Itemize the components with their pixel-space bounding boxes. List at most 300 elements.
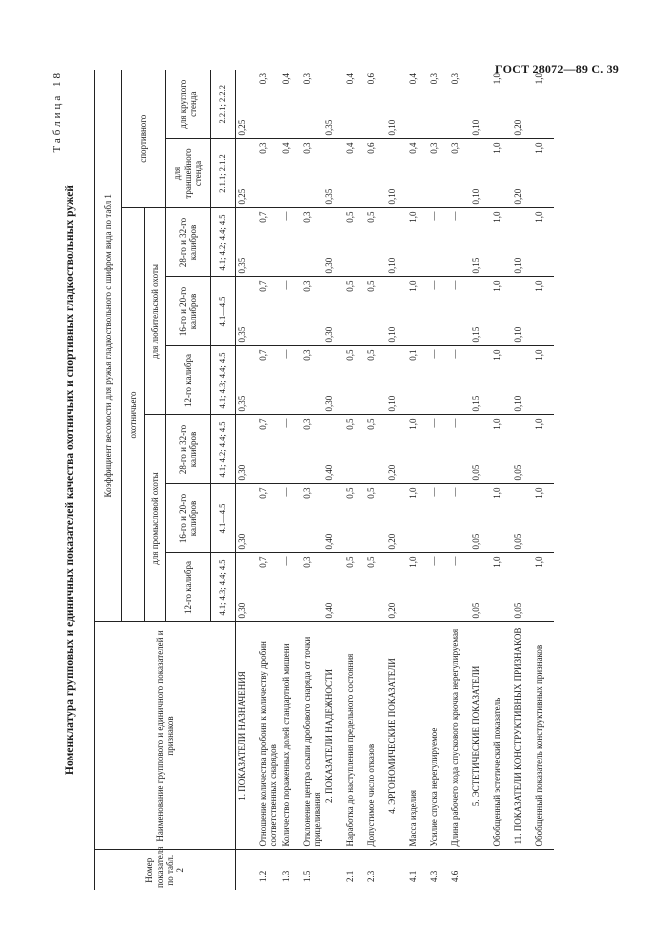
header-col-3-label: 28-го и 32-го калибров (166, 415, 211, 484)
item-coefficient: 1,0 (492, 487, 503, 499)
group-coefficient: 0,30 (324, 395, 335, 412)
value-cell (280, 415, 301, 484)
group-coefficient: 0,25 (237, 119, 247, 136)
value-cell (280, 346, 301, 415)
group-coefficient: 0,05 (471, 464, 482, 481)
value-cell (257, 277, 280, 346)
value-cell (512, 208, 533, 277)
item-coefficient: 1,0 (492, 349, 503, 361)
item-coefficient: 0,3 (301, 349, 312, 361)
header-col-4-label: 12-го калибра (166, 346, 211, 415)
table-row (428, 70, 449, 890)
value-cell (257, 70, 280, 139)
header-col-7-codes: 2.1.1; 2.1.2 (211, 139, 236, 208)
item-coefficient: 0,1 (408, 349, 419, 361)
value-cell (491, 484, 512, 553)
row-number (491, 850, 512, 890)
value-cell (512, 346, 533, 415)
value-cell (323, 553, 344, 622)
value-cell (301, 553, 324, 622)
table-title: Номенклатура групповых и единичных показателей качества охотничьих и спортивных гладкоствольных ружей (64, 185, 76, 775)
header-col-5-codes: 4.1—4.5 (211, 277, 236, 346)
value-cell (533, 208, 554, 277)
value-cell (236, 139, 258, 208)
item-coefficient: — (450, 556, 461, 566)
item-coefficient: 1,0 (408, 280, 419, 292)
value-cell (428, 484, 449, 553)
item-coefficient: — (429, 556, 440, 566)
item-coefficient: 0,3 (301, 418, 312, 430)
item-coefficient: — (280, 487, 291, 497)
value-cell (533, 139, 554, 208)
value-cell (449, 553, 470, 622)
value-cell (491, 139, 512, 208)
item-coefficient: 1,0 (534, 418, 545, 430)
value-cell (512, 415, 533, 484)
group-coefficient: 0,40 (324, 464, 335, 481)
item-coefficient: 1,0 (492, 211, 503, 223)
item-coefficient: 0,7 (258, 556, 268, 568)
rotated-table-block (50, 70, 600, 890)
group-coefficient: 0,20 (513, 188, 524, 205)
value-cell (257, 139, 280, 208)
item-coefficient: 1,0 (492, 280, 503, 292)
value-cell (301, 208, 324, 277)
value-cell (470, 553, 491, 622)
value-cell (449, 70, 470, 139)
table-row (533, 70, 554, 890)
value-cell (470, 70, 491, 139)
value-cell (280, 139, 301, 208)
group-coefficient: 0,10 (387, 257, 398, 274)
item-coefficient: — (429, 280, 440, 290)
item-coefficient: 0,4 (345, 73, 356, 85)
value-cell (236, 553, 258, 622)
value-cell (301, 484, 324, 553)
item-coefficient: 0,6 (366, 73, 377, 85)
item-coefficient: 0,3 (258, 142, 268, 154)
header-col-4-codes: 4.1; 4.3; 4.4; 4.5 (211, 346, 236, 415)
row-number: 1.2 (258, 870, 268, 882)
item-coefficient: 0,5 (345, 487, 356, 499)
group-coefficient: 0,05 (513, 533, 524, 550)
value-cell (344, 139, 365, 208)
value-cell (470, 346, 491, 415)
table-row (323, 70, 344, 890)
item-coefficient: 0,4 (280, 73, 291, 85)
row-number (236, 850, 258, 890)
item-coefficient: — (450, 349, 461, 359)
header-col-1-codes: 4.1; 4.3; 4.4; 4.5 (211, 553, 236, 622)
table-row (386, 70, 407, 890)
item-coefficient: 0,3 (429, 142, 440, 154)
value-cell (365, 415, 386, 484)
group-coefficient: 0,25 (237, 188, 247, 205)
value-cell (533, 346, 554, 415)
value-cell (512, 70, 533, 139)
value-cell (301, 277, 324, 346)
item-coefficient: 0,4 (408, 142, 419, 154)
item-coefficient: 0,5 (345, 349, 356, 361)
item-coefficient: — (450, 418, 461, 428)
value-cell (533, 484, 554, 553)
table-caption: Таблица 18 (51, 70, 63, 153)
item-coefficient: — (280, 211, 291, 221)
item-coefficient: 1,0 (408, 211, 419, 223)
item-coefficient: 1,0 (534, 349, 545, 361)
value-cell (470, 208, 491, 277)
header-col-5-label: 16-го и 20-го калибров (166, 277, 211, 346)
value-cell (407, 553, 428, 622)
value-cell (407, 139, 428, 208)
table-row (344, 70, 365, 890)
value-cell (491, 277, 512, 346)
value-cell (449, 346, 470, 415)
value-cell (428, 553, 449, 622)
value-cell (449, 415, 470, 484)
group-coefficient: 0,30 (237, 533, 247, 550)
table-row (512, 70, 533, 890)
group-coefficient: 0,35 (237, 326, 247, 343)
value-cell (491, 346, 512, 415)
group-coefficient: 0,05 (471, 533, 482, 550)
item-coefficient: 1,0 (534, 487, 545, 499)
value-cell (301, 415, 324, 484)
item-coefficient: 0,5 (366, 487, 377, 499)
value-cell (533, 277, 554, 346)
group-coefficient: 0,05 (513, 464, 524, 481)
group-coefficient: 0,10 (513, 257, 524, 274)
value-cell (470, 484, 491, 553)
value-cell (533, 553, 554, 622)
value-cell (470, 415, 491, 484)
value-cell (344, 346, 365, 415)
value-cell (386, 415, 407, 484)
table-row (236, 70, 258, 890)
header-amateur-hunting: для любительской охоты (145, 208, 166, 415)
value-cell (344, 70, 365, 139)
table-body (236, 70, 555, 890)
coefficient-table (94, 70, 554, 890)
value-cell (323, 208, 344, 277)
table-row (257, 70, 280, 890)
table-wrapper (94, 70, 554, 890)
item-coefficient: — (280, 349, 291, 359)
indicator-name: Отношение количества пробоин к количеству дробин соответственных снарядов (257, 622, 280, 850)
item-coefficient: 0,4 (280, 142, 291, 154)
value-cell (236, 70, 258, 139)
value-cell (280, 484, 301, 553)
row-number (512, 850, 533, 890)
value-cell (301, 70, 324, 139)
value-cell (407, 70, 428, 139)
value-cell (236, 484, 258, 553)
value-cell (236, 208, 258, 277)
group-coefficient: 0,15 (471, 257, 482, 274)
item-coefficient: 0,3 (301, 73, 312, 85)
value-cell (449, 208, 470, 277)
value-cell (512, 139, 533, 208)
table-row (449, 70, 470, 890)
value-cell (512, 484, 533, 553)
group-coefficient: 0,35 (237, 257, 247, 274)
item-coefficient: 0,3 (450, 73, 461, 85)
value-cell (386, 70, 407, 139)
value-cell (344, 208, 365, 277)
value-cell (407, 484, 428, 553)
header-col-1-label: 12-го калибра (166, 553, 211, 622)
item-coefficient: 0,3 (258, 73, 268, 85)
value-cell (428, 139, 449, 208)
header-col-6-codes: 4.1; 4.2; 4.4; 4.5 (211, 208, 236, 277)
indicator-name: Усилие спуска нерегулируемое (428, 622, 449, 850)
value-cell (449, 277, 470, 346)
value-cell (280, 553, 301, 622)
value-cell (470, 139, 491, 208)
item-coefficient: 1,0 (408, 487, 419, 499)
value-cell (365, 277, 386, 346)
item-coefficient: 0,3 (301, 556, 312, 568)
value-cell (491, 70, 512, 139)
group-coefficient: 0,05 (513, 602, 524, 619)
value-cell (491, 553, 512, 622)
value-cell (344, 484, 365, 553)
row-number: 1.5 (301, 870, 312, 882)
indicator-name: Обобщенный эстетический показатель (491, 622, 512, 850)
value-cell (407, 277, 428, 346)
item-coefficient: 0,5 (366, 280, 377, 292)
value-cell (257, 208, 280, 277)
item-coefficient: 0,5 (366, 418, 377, 430)
group-coefficient: 0,20 (513, 119, 524, 136)
value-cell (386, 553, 407, 622)
item-coefficient: 1,0 (492, 73, 503, 85)
value-cell (428, 277, 449, 346)
item-coefficient: 0,3 (301, 487, 312, 499)
group-coefficient: 0,30 (324, 326, 335, 343)
value-cell (512, 277, 533, 346)
value-cell (428, 70, 449, 139)
header-col-7-label: для траншейного стенда (166, 139, 211, 208)
header-hunting: охотничьего (122, 208, 145, 622)
header-coefficient: Коэффициент весомости для ружья гладкоствольного с шифром вида по табл 1 (95, 70, 122, 622)
value-cell (386, 484, 407, 553)
value-cell (449, 139, 470, 208)
value-cell (470, 277, 491, 346)
item-coefficient: 0,5 (345, 280, 356, 292)
row-number: 4.6 (450, 870, 461, 882)
group-coefficient: 0,20 (387, 464, 398, 481)
section-title: 4. ЭРГОНОМИЧЕСКИЕ ПОКАЗАТЕЛИ (386, 622, 407, 850)
item-coefficient: — (429, 418, 440, 428)
group-coefficient: 0,20 (387, 602, 398, 619)
group-coefficient: 0,10 (387, 326, 398, 343)
value-cell (257, 346, 280, 415)
header-col-3-codes: 4.1; 4.2; 4.4; 4.5 (211, 415, 236, 484)
item-coefficient: 0,5 (345, 556, 356, 568)
group-coefficient: 0,40 (324, 602, 335, 619)
indicator-name: Масса изделия (407, 622, 428, 850)
item-coefficient: — (450, 280, 461, 290)
row-number (386, 850, 407, 890)
section-title: 1. ПОКАЗАТЕЛИ НАЗНАЧЕНИЯ (236, 622, 258, 850)
item-coefficient: 0,5 (345, 211, 356, 223)
row-number (470, 850, 491, 890)
indicator-name: Наработка до наступления предельного состояния (344, 622, 365, 850)
value-cell (323, 346, 344, 415)
item-coefficient: 0,6 (366, 142, 377, 154)
group-coefficient: 0,20 (387, 533, 398, 550)
item-coefficient: 0,3 (301, 142, 312, 154)
header-col-8-codes: 2.2.1; 2.2.2 (211, 70, 236, 139)
group-coefficient: 0,10 (471, 119, 482, 136)
value-cell (407, 346, 428, 415)
row-number: 4.3 (429, 870, 440, 882)
row-number (533, 850, 554, 890)
group-coefficient: 0,15 (471, 326, 482, 343)
item-coefficient: 0,7 (258, 280, 268, 292)
item-coefficient: 1,0 (492, 556, 503, 568)
value-cell (344, 415, 365, 484)
group-coefficient: 0,10 (513, 395, 524, 412)
item-coefficient: — (280, 556, 291, 566)
value-cell (428, 208, 449, 277)
group-coefficient: 0,30 (237, 602, 247, 619)
item-coefficient: 0,3 (429, 73, 440, 85)
item-coefficient: 0,7 (258, 211, 268, 223)
table-row (470, 70, 491, 890)
value-cell (301, 346, 324, 415)
value-cell (323, 415, 344, 484)
group-coefficient: 0,35 (324, 188, 335, 205)
group-coefficient: 0,10 (387, 395, 398, 412)
row-number (323, 850, 344, 890)
group-coefficient: 0,10 (471, 188, 482, 205)
item-coefficient: 1,0 (534, 556, 545, 568)
item-coefficient: 1,0 (492, 142, 503, 154)
item-coefficient: 1,0 (408, 556, 419, 568)
group-coefficient: 0,30 (237, 464, 247, 481)
group-coefficient: 0,35 (324, 119, 335, 136)
item-coefficient: 0,7 (258, 418, 268, 430)
header-name: Наименование группового и единичного показателей и признаков (95, 622, 236, 850)
value-cell (365, 346, 386, 415)
value-cell (491, 208, 512, 277)
indicator-name: Обобщенный показатель конструктивных признаков (533, 622, 554, 850)
item-coefficient: 0,3 (301, 280, 312, 292)
value-cell (407, 415, 428, 484)
header-commercial-hunting: для промысловой охоты (145, 415, 166, 622)
group-coefficient: 0,10 (387, 119, 398, 136)
item-coefficient: — (450, 487, 461, 497)
item-coefficient: 1,0 (534, 73, 545, 85)
indicator-name: Допустимое число отказов (365, 622, 386, 850)
group-coefficient: 0,10 (387, 188, 398, 205)
header-col-2-label: 16-го и 20-го калибров (166, 484, 211, 553)
value-cell (386, 208, 407, 277)
value-cell (280, 208, 301, 277)
item-coefficient: 0,5 (366, 211, 377, 223)
row-number: 4.1 (408, 870, 419, 882)
value-cell (365, 70, 386, 139)
value-cell (512, 553, 533, 622)
value-cell (428, 415, 449, 484)
value-cell (236, 346, 258, 415)
item-coefficient: — (450, 211, 461, 221)
item-coefficient: — (280, 280, 291, 290)
header-number: Номер показателя по табл. 2 (95, 850, 236, 890)
group-coefficient: 0,35 (237, 395, 247, 412)
header-col-8-label: для круглого стенда (166, 70, 211, 139)
indicator-name: Длина рабочего хода спускового крючка нерегулируемая (449, 622, 470, 850)
header-col-2-codes: 4.1—4.5 (211, 484, 236, 553)
item-coefficient: — (429, 349, 440, 359)
value-cell (280, 70, 301, 139)
table-row (407, 70, 428, 890)
group-coefficient: 0,15 (471, 395, 482, 412)
value-cell (386, 139, 407, 208)
value-cell (365, 208, 386, 277)
group-coefficient: 0,10 (513, 326, 524, 343)
group-coefficient: 0,30 (324, 257, 335, 274)
value-cell (533, 415, 554, 484)
section-title: 11. ПОКАЗАТЕЛИ КОНСТРУКТИВНЫХ ПРИЗНАКОВ (512, 622, 533, 850)
value-cell (386, 346, 407, 415)
value-cell (533, 70, 554, 139)
row-number: 2.3 (366, 870, 377, 882)
row-number: 2.1 (345, 870, 356, 882)
item-coefficient: 0,4 (345, 142, 356, 154)
value-cell (365, 553, 386, 622)
value-cell (365, 484, 386, 553)
value-cell (280, 277, 301, 346)
item-coefficient: 1,0 (534, 211, 545, 223)
item-coefficient: 0,7 (258, 487, 268, 499)
item-coefficient: 0,5 (345, 418, 356, 430)
value-cell (323, 277, 344, 346)
value-cell (323, 484, 344, 553)
table-row (491, 70, 512, 890)
value-cell (428, 346, 449, 415)
value-cell (344, 553, 365, 622)
value-cell (407, 208, 428, 277)
header-col-6-label: 28-го и 32-го калибров (166, 208, 211, 277)
item-coefficient: 0,4 (408, 73, 419, 85)
section-title: 5. ЭСТЕТИЧЕСКИЕ ПОКАЗАТЕЛИ (470, 622, 491, 850)
item-coefficient: 1,0 (534, 142, 545, 154)
item-coefficient: 0,5 (366, 349, 377, 361)
table-row (301, 70, 324, 890)
item-coefficient: — (429, 211, 440, 221)
indicator-name: Отклонение центра осыпи дробового снаряда от точки прицеливания (301, 622, 324, 850)
item-coefficient: 0,7 (258, 349, 268, 361)
value-cell (365, 139, 386, 208)
item-coefficient: — (429, 487, 440, 497)
table-row (365, 70, 386, 890)
value-cell (386, 277, 407, 346)
item-coefficient: 1,0 (534, 280, 545, 292)
indicator-name: Количество пораженных долей стандартной мишени (280, 622, 301, 850)
value-cell (449, 484, 470, 553)
value-cell (323, 139, 344, 208)
header-sport: спортивного (122, 70, 166, 208)
group-coefficient: 0,05 (471, 602, 482, 619)
value-cell (257, 553, 280, 622)
table-row (280, 70, 301, 890)
page-header: ГОСТ 28072—89 С. 39 (495, 62, 619, 76)
value-cell (257, 415, 280, 484)
item-coefficient: 0,5 (366, 556, 377, 568)
